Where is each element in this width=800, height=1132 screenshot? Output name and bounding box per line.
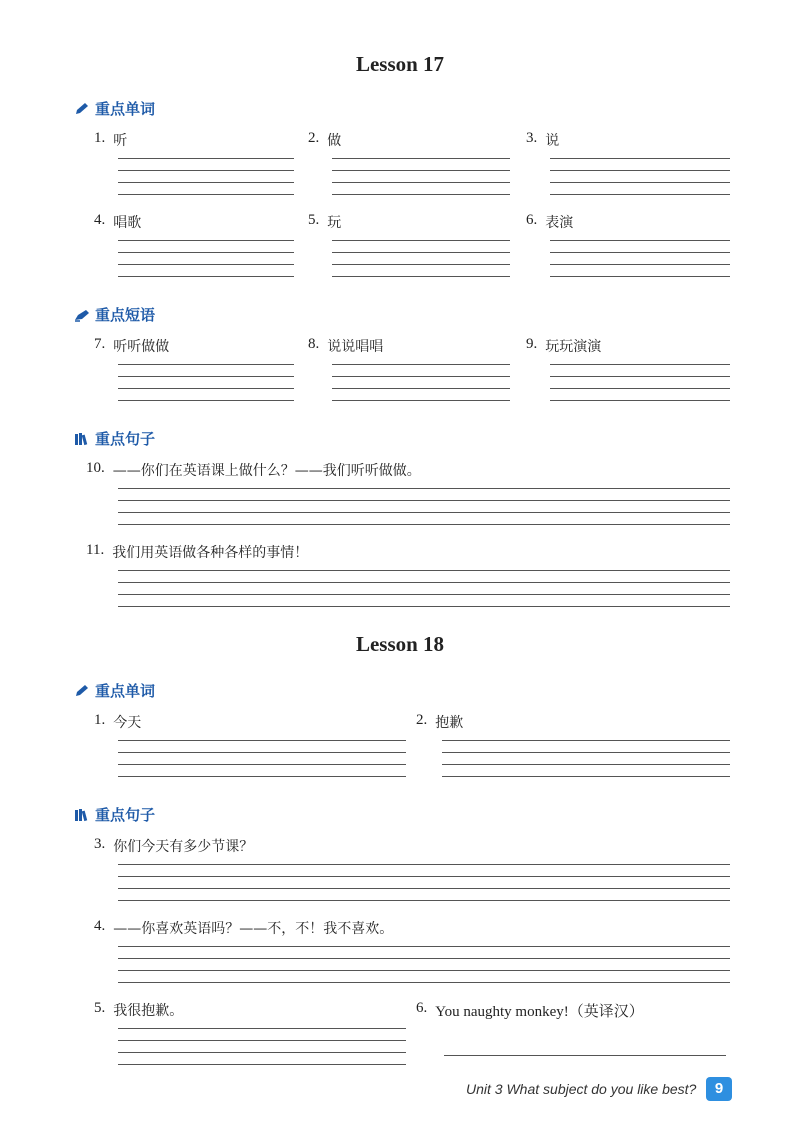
item-number: 6. [416, 1000, 428, 1016]
answer-lines[interactable] [332, 158, 510, 195]
l18-sentence-4 [94, 918, 730, 994]
item-number: 10. [86, 460, 105, 476]
item-number: 1. [94, 130, 106, 146]
answer-lines[interactable] [332, 240, 510, 277]
item-text: 我们用英语做各种各样的事情！ [112, 545, 309, 561]
heading-label: 重点单词 [95, 100, 156, 118]
pencil-icon [74, 102, 90, 116]
item-text: 你们今天有多少节课？ [113, 839, 254, 855]
item-text: 说说唱唱 [327, 339, 384, 355]
answer-lines[interactable] [332, 364, 510, 401]
l17-word-2 [308, 130, 510, 206]
item-number: 3. [526, 130, 538, 146]
l17-words-heading [74, 98, 155, 119]
l17-phrase-7 [94, 336, 294, 412]
item-text: 表演 [545, 215, 574, 231]
l18-sentence-3 [94, 836, 730, 912]
l18-word-2 [416, 712, 730, 788]
l18-words-heading [74, 680, 155, 701]
answer-lines[interactable] [118, 570, 730, 607]
pencil-icon [74, 684, 90, 698]
item-number: 4. [94, 918, 106, 934]
item-text: 说 [545, 133, 560, 149]
item-number: 3. [94, 836, 106, 852]
heading-label: 重点单词 [95, 682, 156, 700]
lesson18-title: Lesson 18 [355, 632, 445, 656]
item-text: ——你喜欢英语吗？——不，不！我不喜欢。 [113, 921, 394, 937]
answer-lines[interactable] [550, 364, 730, 401]
item-text: 抱歉 [435, 715, 464, 731]
lesson17-title: Lesson 17 [355, 52, 445, 76]
books-icon [74, 432, 90, 446]
item-number: 5. [94, 1000, 106, 1016]
item-text: 听 [113, 133, 128, 149]
item-number: 2. [308, 130, 320, 146]
l17-word-4 [94, 212, 294, 288]
item-text: 玩 [327, 215, 342, 231]
item-number: 2. [416, 712, 428, 728]
answer-lines[interactable] [118, 488, 730, 525]
answer-lines[interactable] [118, 1028, 406, 1065]
l17-sentence-10 [86, 460, 730, 536]
l18-sentences-heading [74, 804, 155, 825]
footer-unit-text: Unit 3 What subject do you like best? [466, 1081, 697, 1097]
answer-lines[interactable] [118, 364, 294, 401]
item-number: 1. [94, 712, 106, 728]
answer-lines[interactable] [442, 740, 730, 777]
item-number: 6. [526, 212, 538, 228]
answer-lines[interactable] [118, 864, 730, 901]
l17-sentences-heading [74, 428, 155, 449]
item-text: 做 [327, 133, 342, 149]
answer-lines[interactable] [550, 158, 730, 195]
item-text: ——你们在英语课上做什么？——我们听听做做。 [112, 463, 421, 479]
l18-sentence-6 [416, 1000, 730, 1067]
heading-label: 重点短语 [95, 306, 156, 324]
l18-sentence-5 [94, 1000, 406, 1076]
answer-lines[interactable] [118, 158, 294, 195]
item-text: 听听做做 [113, 339, 170, 355]
pen-icon [74, 308, 90, 322]
item-number: 9. [526, 336, 538, 352]
l17-word-3 [526, 130, 730, 206]
l17-phrase-8 [308, 336, 510, 412]
item-text: 玩玩演演 [545, 339, 602, 355]
heading-label: 重点句子 [95, 430, 156, 448]
answer-lines[interactable] [118, 946, 730, 983]
l17-sentence-11 [86, 542, 730, 618]
item-number: 5. [308, 212, 320, 228]
l17-phrase-9 [526, 336, 730, 412]
answer-line[interactable] [444, 1055, 726, 1056]
l17-word-1 [94, 130, 294, 206]
item-number: 8. [308, 336, 320, 352]
l18-word-1 [94, 712, 406, 788]
item-number: 11. [86, 542, 105, 558]
l17-word-5 [308, 212, 510, 288]
item-text: You naughty monkey!（英译汉） [435, 1004, 644, 1020]
item-number: 4. [94, 212, 106, 228]
books-icon [74, 808, 90, 822]
page-number-badge: 9 [706, 1077, 732, 1101]
answer-lines[interactable] [118, 240, 294, 277]
l17-phrases-heading [74, 304, 155, 325]
item-text: 唱歌 [113, 215, 142, 231]
answer-lines[interactable] [118, 740, 406, 777]
item-text: 今天 [113, 715, 142, 731]
l17-word-6 [526, 212, 730, 288]
answer-lines[interactable] [550, 240, 730, 277]
item-number: 7. [94, 336, 106, 352]
item-text: 我很抱歉。 [113, 1003, 184, 1019]
heading-label: 重点句子 [95, 806, 156, 824]
